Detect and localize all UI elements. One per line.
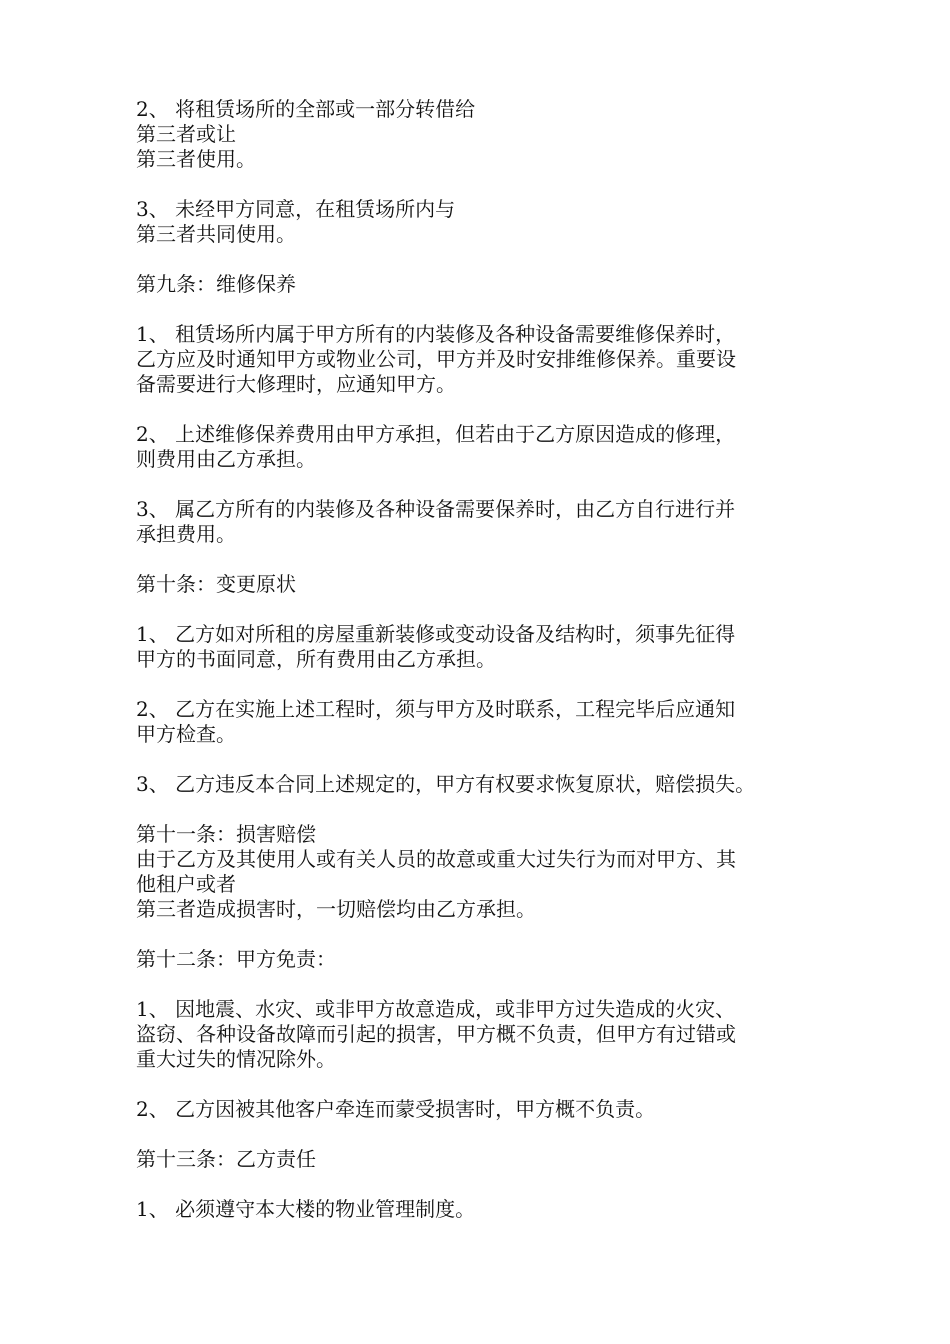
article-heading-13 — [136, 1147, 836, 1172]
article-heading-10 — [136, 572, 836, 597]
text-line: 承担费用。 — [136, 522, 236, 546]
section-heading: 第十一条：损害赔偿 — [136, 822, 316, 846]
document-page — [136, 97, 836, 1247]
text-line: 第三者共同使用。 — [136, 222, 296, 246]
text-line: 备需要进行大修理时，应通知甲方。 — [136, 372, 456, 396]
text-line: 他租户或者 — [136, 872, 236, 896]
section-heading: 第十三条：乙方责任 — [136, 1147, 316, 1171]
section-heading: 第十条：变更原状 — [136, 572, 296, 596]
paragraph-article-12-item-1 — [136, 997, 836, 1072]
paragraph-item-2-sublease — [136, 97, 836, 172]
paragraph-article-10-item-1 — [136, 622, 836, 672]
paragraph-article-10-item-2 — [136, 697, 836, 747]
text-line: 3、 乙方违反本合同上述规定的，甲方有权要求恢复原状，赔偿损失。 — [136, 772, 756, 796]
text-line: 则费用由乙方承担。 — [136, 447, 316, 471]
text-line: 2、 上述维修保养费用由甲方承担，但若由于乙方原因造成的修理， — [136, 422, 736, 446]
text-line: 重大过失的情况除外。 — [136, 1047, 336, 1071]
text-line: 1、 必须遵守本大楼的物业管理制度。 — [136, 1197, 476, 1221]
text-line: 2、 乙方因被其他客户牵连而蒙受损害时，甲方概不负责。 — [136, 1097, 656, 1121]
section-heading: 第十二条：甲方免责： — [136, 947, 336, 971]
paragraph-article-9-item-3 — [136, 497, 836, 547]
text-line: 乙方应及时通知甲方或物业公司，甲方并及时安排维修保养。重要设 — [136, 347, 736, 371]
text-line: 2、 乙方在实施上述工程时，须与甲方及时联系，工程完毕后应通知 — [136, 697, 736, 721]
text-line: 1、 乙方如对所租的房屋重新装修或变动设备及结构时，须事先征得 — [136, 622, 736, 646]
paragraph-article-13-item-1 — [136, 1197, 836, 1222]
text-line: 第三者使用。 — [136, 147, 256, 171]
paragraph-article-9-item-2 — [136, 422, 836, 472]
text-line: 由于乙方及其使用人或有关人员的故意或重大过失行为而对甲方、其 — [136, 847, 736, 871]
paragraph-article-10-item-3 — [136, 772, 836, 797]
section-heading: 第九条：维修保养 — [136, 272, 296, 296]
article-heading-12 — [136, 947, 836, 972]
text-line: 第三者造成损害时，一切赔偿均由乙方承担。 — [136, 897, 536, 921]
text-line: 甲方检查。 — [136, 722, 236, 746]
text-line: 甲方的书面同意，所有费用由乙方承担。 — [136, 647, 496, 671]
text-line: 2、 将租赁场所的全部或一部分转借给 — [136, 97, 476, 121]
paragraph-article-12-item-2 — [136, 1097, 836, 1122]
text-line: 第三者或让 — [136, 122, 236, 146]
text-line: 3、 未经甲方同意，在租赁场所内与 — [136, 197, 456, 221]
text-line: 1、 因地震、水灾、或非甲方故意造成，或非甲方过失造成的火灾、 — [136, 997, 736, 1021]
article-heading-9 — [136, 272, 836, 297]
paragraph-article-9-item-1 — [136, 322, 836, 397]
paragraph-article-11 — [136, 822, 836, 922]
text-line: 3、 属乙方所有的内装修及各种设备需要保养时，由乙方自行进行并 — [136, 497, 736, 521]
text-line: 1、 租赁场所内属于甲方所有的内装修及各种设备需要维修保养时， — [136, 322, 736, 346]
text-line: 盗窃、各种设备故障而引起的损害，甲方概不负责，但甲方有过错或 — [136, 1022, 736, 1046]
paragraph-item-3-shared-use — [136, 197, 836, 247]
